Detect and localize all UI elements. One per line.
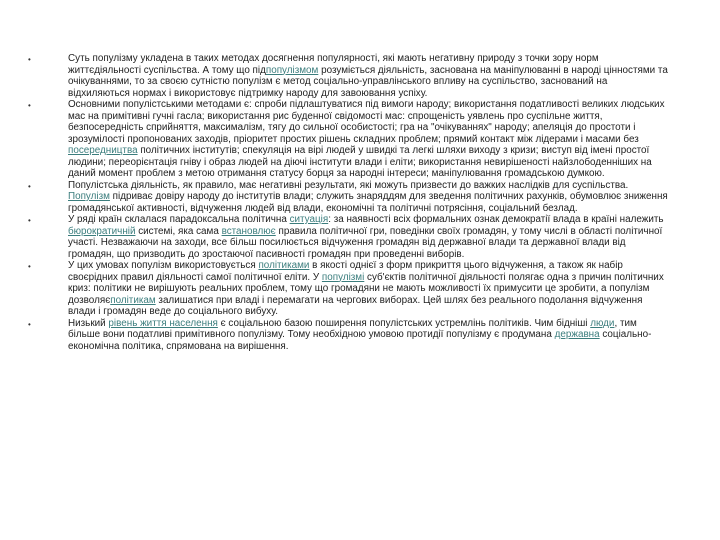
hyperlink[interactable]: популізмі (321, 271, 365, 283)
list-item (28, 180, 668, 215)
bullet-icon: • (28, 181, 31, 191)
text-run: Суть популізму укладена в таких методах досягнення популярності, які мають негативну природу з точки зору норм життєдіяльності суспільства. А тому що під (68, 53, 599, 76)
text-run: У цих умовах популізм використовується (68, 260, 259, 271)
bullet-icon: • (28, 319, 31, 329)
paragraph-text (68, 260, 668, 318)
paragraph-text (68, 318, 668, 353)
text-run: політичних інститутів; спекуляція на вірі людей у швидкі та легкі шляхи виходу з кризи; виступ від імені простої людини; переорієнтація гніву і образ людей на діючі інститути влади і еліти; використання невирішеності найзлободенніших на даний момент проблем з метою отримання статусу борця за народні інтереси; маніпулювання громадською думкою. (68, 145, 652, 179)
text-run: Популістська діяльність, як правило, має негативні результати, які можуть призвести до важких наслідків для суспільства. (68, 179, 629, 191)
hyperlink[interactable]: ситуація (289, 214, 329, 225)
text-run: розуміється діяльність, заснована на маніпулюванні в народі цінностями та очікуваннями, то за своєю сутністю популізм є метод соціально-управлінського впливу на суспільство, заснований на відхиляються нормах і використовує підтримку народу для завоювання успіху. (68, 64, 668, 99)
list-item (28, 99, 668, 180)
text-run: соціально-економічна політика, спрямована на вирішення. (68, 329, 652, 352)
hyperlink[interactable]: державна (554, 329, 600, 340)
hyperlink[interactable]: люди (590, 317, 615, 329)
list-item (28, 214, 668, 260)
text-run: є соціальною базою поширення популістських устремлінь політиків. Чим бідніші (217, 317, 591, 329)
paragraph-text (68, 53, 668, 99)
list-item (28, 260, 668, 318)
hyperlink[interactable]: рівень життя населення (108, 317, 218, 329)
text-run: підриває довіру народу до інститутів влади; служить знаряддям для зведення політичних рахунків, обумовлює зниження громадянської активності, відчуження людей від влади, економічні та політичні потрясіння, соціальний безлад. (68, 191, 668, 214)
list-item (28, 318, 668, 353)
text-run: правила політичної гри, поведінки своїх громадян, у тому числі в області політичної участі. Незважаючи на заходи, все більш посилюється відчуження громадян від державної влади та державної влади від громадян, що призводить до зростаючої пасивності громадян при проведенні виборів. (68, 225, 663, 260)
paragraph-text (68, 180, 668, 215)
bullet-icon: • (28, 101, 31, 110)
hyperlink[interactable]: популізмом (265, 64, 319, 76)
list-item (28, 53, 668, 99)
hyperlink[interactable]: бюрократичній (68, 225, 136, 237)
bullet-icon: • (28, 55, 31, 64)
bullet-list (28, 53, 668, 352)
hyperlink[interactable]: посередництва (68, 145, 138, 156)
text-run: залишатися при владі і перемагати на чергових виборах. Цей шлях без реального подолання відчуження влади і громадян веде до соціального вибуху. (68, 294, 643, 317)
text-run: суб'єктів політичної діяльності полягає одна з причин політичних криз: політики не вирішують реальних проблем, тому що громадяни не мають можливості їх примусити це зробити, а популізм дозволяє (68, 271, 664, 306)
hyperlink[interactable]: політиками (258, 260, 310, 271)
text-run: Низький (68, 317, 109, 329)
paragraph-text (68, 214, 668, 260)
bullet-icon: • (28, 216, 31, 225)
paragraph-text (68, 99, 668, 180)
text-run: системі, яка сама (135, 225, 222, 237)
text-run: в якості однієї з форм прикриття цього відчуження, а також як набір своєрідних правил діяльності самої політичної еліти. У (68, 260, 623, 283)
text-run: У ряді країн склалася парадоксальна політична (68, 214, 290, 225)
text-run: Основними популістськими методами є: спроби підлаштуватися під вимоги народу; використання податливості великих людських мас на примітивні гучні гасла; використання рис буденної свідомості мас: спрощеність уявлень про суспільне життя, безпосередність сприйняття, максималізм, тягу до сильної особистості; гра на "очікуваннях" народу; апеляція до простоти і зрозумілості пропонованих заходів, пріоритет простих рішень складних проблем; прямий контакт між лідерами і масами без (68, 99, 665, 145)
text-run: , тим більше вони податливі примітивного популізму. Тому необхідною умовою протидії популізму є продумана (68, 317, 637, 340)
text-run: : за наявності всіх формальних ознак демократії влада в країні належить (328, 214, 664, 225)
hyperlink[interactable]: політикам (110, 294, 156, 306)
hyperlink[interactable]: встановлює (221, 225, 276, 237)
bullet-icon: • (28, 262, 31, 271)
hyperlink[interactable]: Популізм (68, 191, 110, 202)
